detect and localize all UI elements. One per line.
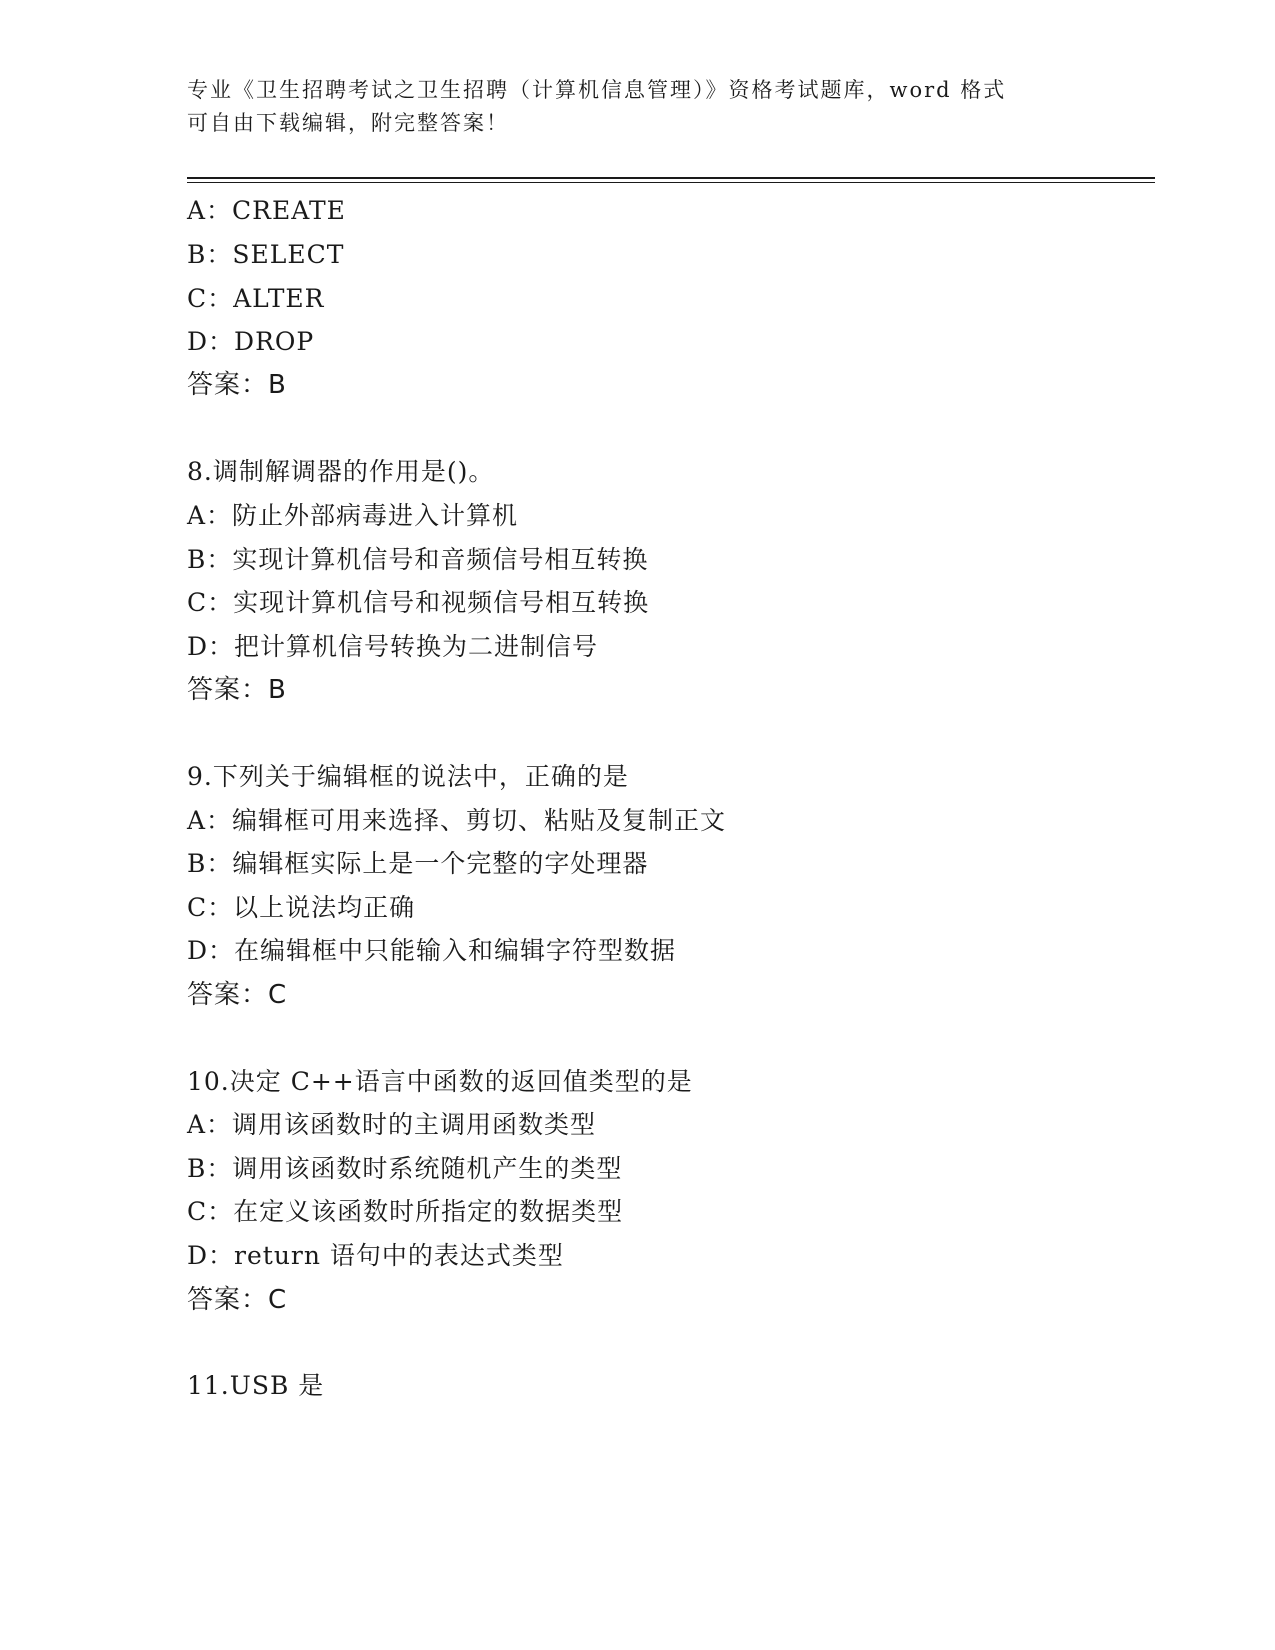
q8-answer: 答案：B	[187, 675, 287, 705]
q10-option-b: B：调用该函数时系统随机产生的类型	[187, 1154, 623, 1183]
q10-option-d: D：return 语句中的表达式类型	[187, 1241, 564, 1270]
question-10-stem: 10.决定 C++语言中函数的返回值类型的是	[187, 1067, 693, 1096]
q9-option-b: B：编辑框实际上是一个完整的字处理器	[187, 849, 649, 878]
q8-option-d: D：把计算机信号转换为二进制信号	[187, 632, 599, 661]
answer: 答案：B	[187, 370, 287, 400]
q8-option-c: C：实现计算机信号和视频信号相互转换	[187, 588, 650, 617]
option-b: B：SELECT	[187, 240, 345, 269]
q8-option-b: B：实现计算机信号和音频信号相互转换	[187, 545, 649, 574]
header-divider-thin	[187, 182, 1155, 183]
q10-option-c: C：在定义该函数时所指定的数据类型	[187, 1197, 624, 1226]
q10-answer: 答案：C	[187, 1285, 288, 1315]
q9-option-d: D：在编辑框中只能输入和编辑字符型数据	[187, 936, 677, 965]
header-line-2: 可自由下载编辑，附完整答案！	[187, 111, 509, 135]
question-11-stem: 11.USB 是	[187, 1371, 325, 1400]
option-a: A：CREATE	[187, 196, 346, 225]
option-d: D：DROP	[187, 327, 315, 356]
q9-option-c: C：以上说法均正确	[187, 893, 416, 922]
q8-option-a: A：防止外部病毒进入计算机	[187, 501, 519, 530]
option-c: C：ALTER	[187, 284, 325, 313]
q9-option-a: A：编辑框可用来选择、剪切、粘贴及复制正文	[187, 806, 727, 835]
question-8-stem: 8.调制解调器的作用是()。	[187, 457, 495, 486]
header-line-1: 专业《卫生招聘考试之卫生招聘（计算机信息管理）》资格考试题库，word 格式	[187, 78, 1007, 102]
q10-option-a: A：调用该函数时的主调用函数类型	[187, 1110, 597, 1139]
question-9-stem: 9.下列关于编辑框的说法中，正确的是	[187, 762, 629, 791]
q9-answer: 答案：C	[187, 980, 288, 1010]
document-header	[187, 74, 1087, 140]
header-divider-thick	[187, 177, 1155, 179]
